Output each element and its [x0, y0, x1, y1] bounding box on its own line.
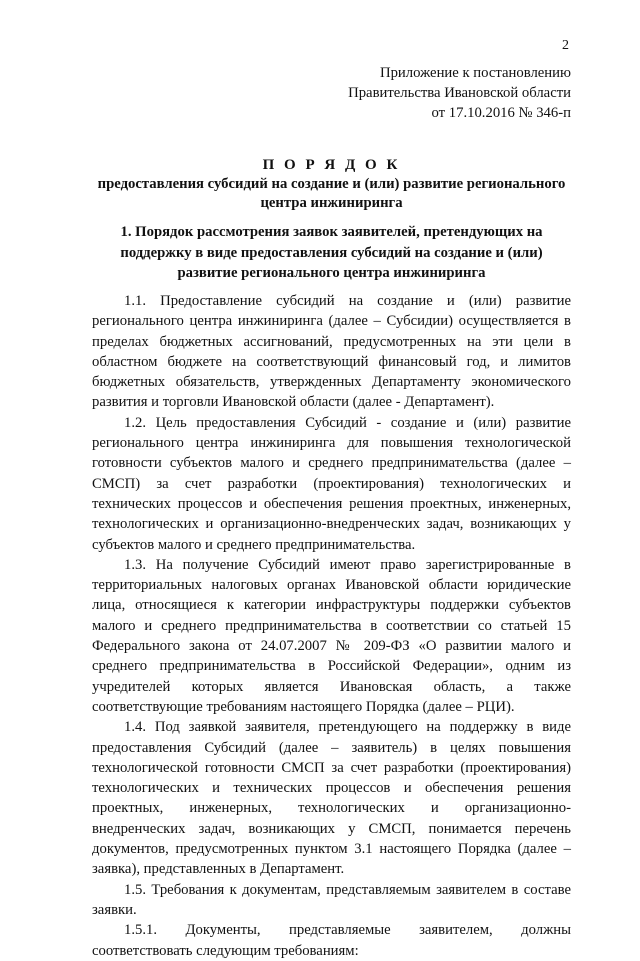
page-number: 2: [562, 38, 569, 53]
document-title: П О Р Я Д О К: [262, 157, 401, 173]
document-subtitle: предоставления субсидий на создание и (или) развитие регионального центра инжиниринга: [97, 176, 566, 211]
paragraph-1-2: 1.2. Цель предоставления Субсидий - создание и (или) развитие регионального центра инжиниринга для повышения технологической готовности субъектов малого и среднего предпринимательства (далее – СМСП) за счет разработки (проектирования) технологических и технических процессов и обеспечения решения проектных, инженерных, технологических и организационно-внедренческих задач, возникающих у субъектов малого и среднего предпринимательства.: [92, 414, 571, 553]
paragraph-1-1: 1.1. Предоставление субсидий на создание и (или) развитие регионального центра инжиниринга (далее – Субсидии) осуществляется в пределах бюджетных ассигнований, предусмотренных на эти цели в областном бюджете на соответствующий финансовый год, и лимитов бюджетных обязательств, утвержденных Департаменту экономического развития и торговли Ивановской области (далее - Департамент).: [92, 293, 571, 411]
paragraph-1-5: 1.5. Требования к документам, представляемым заявителем в составе заявки.: [92, 881, 571, 918]
appendix-block: [348, 63, 571, 123]
paragraph-1-4: 1.4. Под заявкой заявителя, претендующего на поддержку в виде предоставления Субсидий (далее – заявитель) в целях повышения технологической готовности СМСП за счет разработки (проектирования) технологических и технических процессов и обеспечения решения проектных, инженерных, технологических и организационно-внедренческих задач, возникающих у СМСП, понимается перечень документов, предусмотренных пунктом 3.1 настоящего Порядка (далее – заявка), представленных в Департамент.: [92, 719, 571, 878]
document-body: [92, 291, 571, 961]
paragraph-1-3: 1.3. На получение Субсидий имеют право зарегистрированные в территориальных налоговых органах Ивановской области юридические лица, относящиеся к категории инфраструктуры поддержки субъектов малого и среднего предпринимательства в соответствии со статьей 15 Федерального закона от 24.07.2007 № 209-ФЗ «О развитии малого и среднего предпринимательства в Российской Федерации», одним из учредителей которых является Ивановская область, а также соответствующие требованиям настоящего Порядка (далее – РЦИ).: [92, 556, 571, 715]
appendix-line: Правительства Ивановской области: [348, 85, 571, 101]
appendix-line: Приложение к постановлению: [379, 65, 571, 81]
document-title-block: [92, 156, 571, 213]
section-heading: [92, 222, 571, 284]
section-heading-text: 1. Порядок рассмотрения заявок заявителей, претендующих на поддержку в виде предоставления субсидий на создание и (или) развитие регионального центра инжиниринга: [120, 224, 543, 281]
appendix-line: от 17.10.2016 № 346-п: [431, 105, 571, 121]
paragraph-1-5-1: 1.5.1. Документы, представляемые заявителем, должны соответствовать следующим требованиям:: [92, 922, 571, 959]
